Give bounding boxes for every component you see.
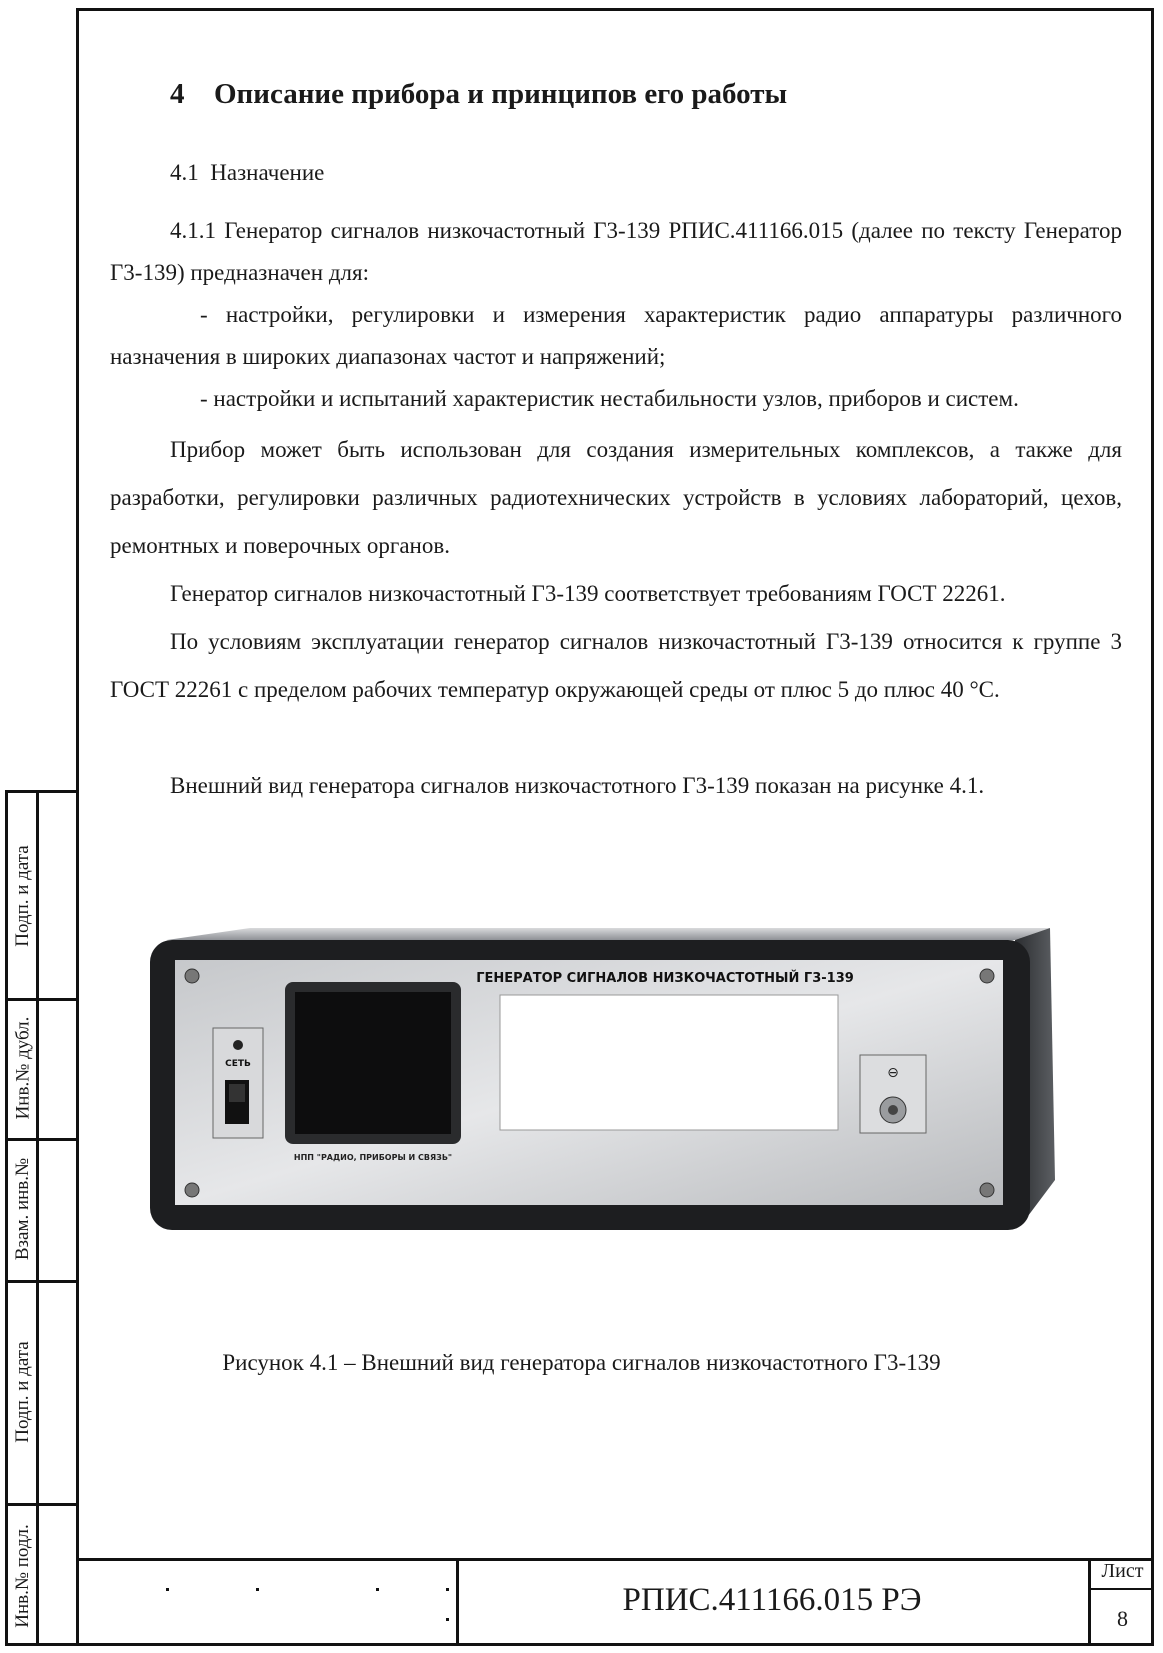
side-label-orig-inv: Инв.№ подл. (12, 1524, 34, 1628)
maker-label: НПП "РАДИО, ПРИБОРЫ И СВЯЗЬ" (293, 1153, 453, 1162)
screw-icon (980, 1183, 994, 1197)
paragraph-gost: Генератор сигналов низкочастотный Г3-139 соответствует требованиям ГОСТ 22261. (170, 581, 1006, 606)
paragraph-figure-ref: Внешний вид генератора сигналов низкочастотного Г3-139 показан на рисунке 4.1. (170, 773, 985, 798)
screw-icon (185, 969, 199, 983)
power-label: СЕТЬ (225, 1059, 251, 1069)
screw-icon (185, 1183, 199, 1197)
title-block (76, 1558, 1154, 1646)
side-label-dup-inv: Инв.№ дубл. (12, 1016, 33, 1120)
paragraph-usage: Прибор может быть использован для создания измерительных комплексов, а также для разработки, регулировки различных радиотехнических устройств в условиях лабораторий, цехов, ремонтных и поверочных органов. (110, 437, 1122, 558)
panel-title: ГЕНЕРАТОР СИГНАЛОВ НИЗКОЧАСТОТНЫЙ Г3-139 (476, 971, 854, 986)
section-heading: 4 Описание прибора и принципов его работы (170, 78, 788, 110)
sheet-number: 8 (1117, 1606, 1128, 1631)
instrument-figure (145, 920, 1060, 1275)
side-stamp (5, 790, 76, 1646)
figure-caption: Рисунок 4.1 – Внешний вид генератора сигналов низкочастотного Г3-139 (222, 1350, 941, 1375)
paragraph-conditions: По условиям эксплуатации генератор сигналов низкочастотный Г3-139 относится к группе 3 ГОСТ 22261 с пределом рабочих температур окружающей среды от плюс 5 до плюс 40 °С. (110, 629, 1122, 702)
document-code: РПИС.411166.015 РЭ (622, 1582, 922, 1618)
side-label-sign-date-2: Подп. и дата (12, 1340, 34, 1443)
sheet-label: Лист (1101, 1560, 1144, 1582)
screw-icon (980, 969, 994, 983)
output-icon: ⊖ (887, 1065, 899, 1081)
list-item-tuning: - настройки, регулировки и измерения характеристик радио аппаратуры различного назначения в широких диапазонах частот и напряжений; (110, 302, 1122, 369)
side-label-sign-date-1: Подп. и дата (12, 844, 34, 947)
side-label-replace-inv: Взам. инв.№ (12, 1157, 34, 1261)
list-item-testing: - настройки и испытаний характеристик нестабильности узлов, приборов и систем. (200, 386, 1019, 411)
paragraph-purpose: 4.1.1 Генератор сигналов низкочастотный Г3-139 РПИС.411166.015 (далее по тексту Генератор Г3-139) предназначен для: (110, 218, 1122, 285)
subsection-heading: 4.1 Назначение (170, 160, 325, 185)
side-stamp-divider (36, 793, 39, 1643)
generator-illustration (145, 920, 1060, 1275)
